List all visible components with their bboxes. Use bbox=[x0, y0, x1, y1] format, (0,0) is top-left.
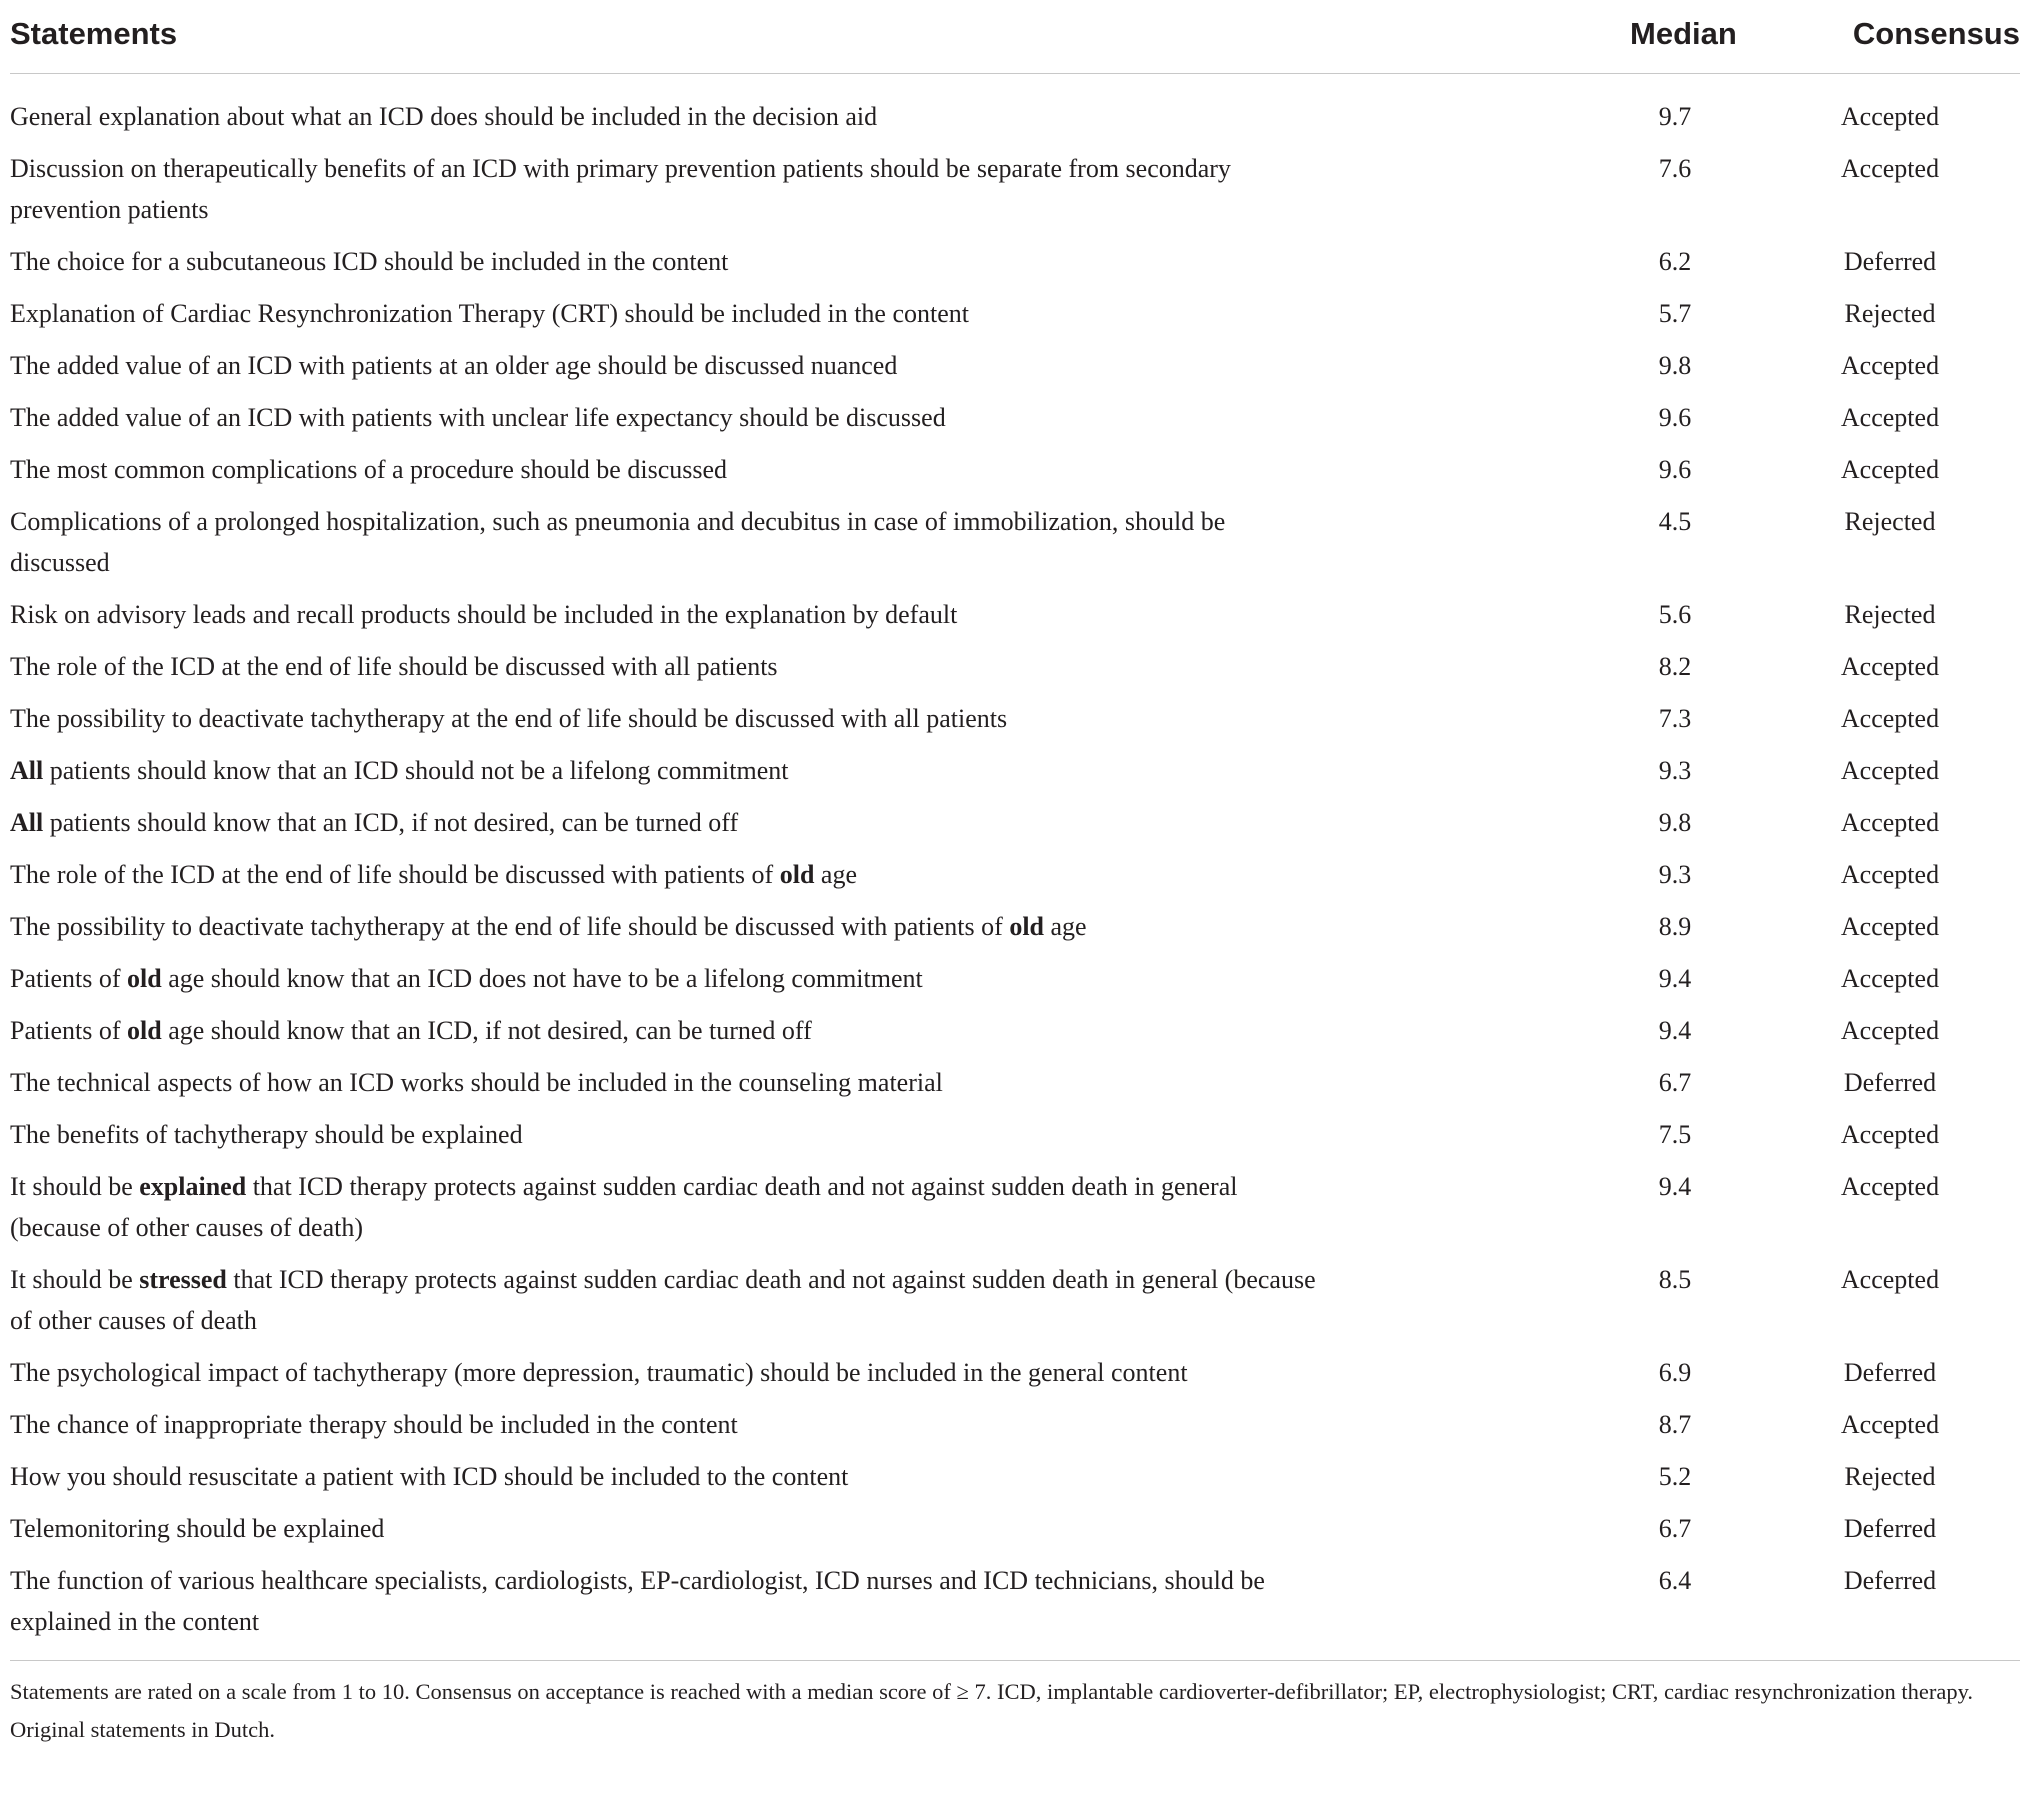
statement-text: Telemonitoring should be explained bbox=[10, 1514, 385, 1543]
statement-cell bbox=[10, 345, 1480, 397]
header-consensus: Consensus bbox=[1720, 0, 2020, 74]
statement-text: age bbox=[1044, 912, 1087, 941]
statement-text: The psychological impact of tachytherapy (more depression, traumatic) should be included in the general content bbox=[10, 1358, 1188, 1387]
statements-table bbox=[10, 0, 2020, 1660]
statement-cell bbox=[10, 241, 1480, 293]
median-cell: 6.4 bbox=[1658, 1566, 1692, 1595]
median-cell: 5.2 bbox=[1658, 1462, 1692, 1491]
statement-text: The role of the ICD at the end of life should be discussed with all patients bbox=[10, 652, 778, 681]
statement-text: Complications of a prolonged hospitalization, such as pneumonia and decubitus in case of immobilization, should be discussed bbox=[10, 507, 1226, 577]
table-row bbox=[10, 1456, 2020, 1508]
median-cell: 8.5 bbox=[1658, 1265, 1692, 1294]
consensus-cell: Rejected bbox=[1844, 299, 1936, 328]
median-cell: 5.6 bbox=[1658, 600, 1692, 629]
consensus-cell: Accepted bbox=[1840, 756, 1940, 785]
header-spacer bbox=[10, 74, 2020, 97]
consensus-cell: Rejected bbox=[1844, 600, 1936, 629]
statement-emphasis: All bbox=[10, 808, 44, 837]
statement-text: It should be bbox=[10, 1172, 140, 1201]
statement-cell bbox=[10, 698, 1480, 750]
statement-cell bbox=[10, 449, 1480, 501]
table-row bbox=[10, 1404, 2020, 1456]
consensus-cell: Deferred bbox=[1843, 1514, 1937, 1543]
header-row bbox=[10, 0, 2020, 74]
table-row bbox=[10, 1166, 2020, 1259]
consensus-cell: Accepted bbox=[1840, 964, 1940, 993]
statement-text: The choice for a subcutaneous ICD should be included in the content bbox=[10, 247, 729, 276]
table-row bbox=[10, 1062, 2020, 1114]
table-row bbox=[10, 750, 2020, 802]
consensus-cell: Accepted bbox=[1840, 860, 1940, 889]
statement-cell bbox=[10, 750, 1480, 802]
statement-text: age bbox=[814, 860, 857, 889]
median-cell: 9.8 bbox=[1658, 808, 1692, 837]
statement-text: The function of various healthcare specialists, cardiologists, EP-cardiologist, ICD nurses and ICD technicians, should be explained in the content bbox=[10, 1566, 1265, 1636]
statement-text: The role of the ICD at the end of life should be discussed with patients of bbox=[10, 860, 780, 889]
median-cell: 8.7 bbox=[1658, 1410, 1692, 1439]
statement-cell bbox=[10, 397, 1480, 449]
consensus-cell: Accepted bbox=[1840, 808, 1940, 837]
consensus-cell: Accepted bbox=[1840, 912, 1940, 941]
median-cell: 9.4 bbox=[1658, 1172, 1692, 1201]
statement-emphasis: All bbox=[10, 756, 44, 785]
statement-text: Risk on advisory leads and recall products should be included in the explanation by default bbox=[10, 600, 958, 629]
statement-text: The most common complications of a procedure should be discussed bbox=[10, 455, 728, 484]
table-row bbox=[10, 594, 2020, 646]
median-cell: 7.5 bbox=[1658, 1120, 1692, 1149]
table-row bbox=[10, 958, 2020, 1010]
statement-cell bbox=[10, 802, 1480, 854]
header-median: Median bbox=[1480, 0, 1720, 74]
median-cell: 9.6 bbox=[1658, 455, 1692, 484]
consensus-cell: Accepted bbox=[1840, 351, 1940, 380]
median-cell: 7.6 bbox=[1658, 154, 1692, 183]
consensus-cell: Deferred bbox=[1843, 1566, 1937, 1595]
table-footnote: Statements are rated on a scale from 1 to 10. Consensus on acceptance is reached with a median score of ≥ 7. ICD, implantable cardioverter-defibrillator; EP, electrophysiologist; CRT, cardiac resynchronization therapy. Original statements in Dutch. bbox=[10, 1660, 2020, 1749]
consensus-cell: Accepted bbox=[1840, 455, 1940, 484]
median-cell: 9.8 bbox=[1658, 351, 1692, 380]
statement-text: The added value of an ICD with patients at an older age should be discussed nuanced bbox=[10, 351, 898, 380]
statement-cell bbox=[10, 906, 1480, 958]
statement-cell bbox=[10, 1404, 1480, 1456]
table-row bbox=[10, 646, 2020, 698]
statement-cell bbox=[10, 646, 1480, 698]
consensus-cell: Accepted bbox=[1840, 1265, 1940, 1294]
consensus-cell: Accepted bbox=[1840, 1120, 1940, 1149]
table-row bbox=[10, 698, 2020, 750]
statement-emphasis: old bbox=[127, 964, 162, 993]
statement-text: Explanation of Cardiac Resynchronization Therapy (CRT) should be included in the content bbox=[10, 299, 969, 328]
statement-text: The added value of an ICD with patients with unclear life expectancy should be discussed bbox=[10, 403, 946, 432]
consensus-cell: Accepted bbox=[1840, 154, 1940, 183]
consensus-cell: Deferred bbox=[1843, 1068, 1937, 1097]
median-cell: 9.3 bbox=[1658, 860, 1692, 889]
statement-text: age should know that an ICD, if not desired, can be turned off bbox=[161, 1016, 812, 1045]
statement-text: The chance of inappropriate therapy should be included in the content bbox=[10, 1410, 738, 1439]
statement-cell bbox=[10, 148, 1480, 241]
consensus-cell: Deferred bbox=[1843, 247, 1937, 276]
statement-cell bbox=[10, 854, 1480, 906]
statement-text: Patients of bbox=[10, 964, 127, 993]
statement-cell bbox=[10, 958, 1480, 1010]
statement-text: that ICD therapy protects against sudden cardiac death and not against sudden death in general (because of other causes of death) bbox=[10, 1172, 1238, 1242]
median-cell: 5.7 bbox=[1658, 299, 1692, 328]
table-row bbox=[10, 345, 2020, 397]
statement-cell bbox=[10, 1062, 1480, 1114]
median-cell: 9.3 bbox=[1658, 756, 1692, 785]
table-row bbox=[10, 293, 2020, 345]
statement-text: Discussion on therapeutically benefits of an ICD with primary prevention patients should be separate from secondary prevention patients bbox=[10, 154, 1231, 224]
median-cell: 6.9 bbox=[1658, 1358, 1692, 1387]
median-cell: 4.5 bbox=[1658, 507, 1692, 536]
statement-cell bbox=[10, 293, 1480, 345]
median-cell: 6.2 bbox=[1658, 247, 1692, 276]
consensus-cell: Accepted bbox=[1840, 1410, 1940, 1439]
statement-text: patients should know that an ICD, if not desired, can be turned off bbox=[43, 808, 739, 837]
statement-text: The benefits of tachytherapy should be explained bbox=[10, 1120, 523, 1149]
statement-cell bbox=[10, 1352, 1480, 1404]
consensus-cell: Rejected bbox=[1844, 507, 1936, 536]
statement-cell bbox=[10, 594, 1480, 646]
statement-cell bbox=[10, 1010, 1480, 1062]
table-row bbox=[10, 1259, 2020, 1352]
statement-cell bbox=[10, 96, 1480, 148]
consensus-cell: Accepted bbox=[1840, 1172, 1940, 1201]
median-cell: 6.7 bbox=[1658, 1514, 1692, 1543]
statement-cell bbox=[10, 501, 1480, 594]
spacer-cell bbox=[10, 74, 2020, 97]
table-row bbox=[10, 802, 2020, 854]
median-cell: 8.2 bbox=[1658, 652, 1692, 681]
header-statements: Statements bbox=[10, 0, 1480, 74]
statement-text: General explanation about what an ICD does should be included in the decision aid bbox=[10, 102, 878, 131]
median-cell: 7.3 bbox=[1658, 704, 1692, 733]
table-row bbox=[10, 1352, 2020, 1404]
table-row bbox=[10, 397, 2020, 449]
consensus-cell: Accepted bbox=[1840, 704, 1940, 733]
statement-cell bbox=[10, 1114, 1480, 1166]
consensus-cell: Accepted bbox=[1840, 652, 1940, 681]
table-row bbox=[10, 501, 2020, 594]
statement-emphasis: stressed bbox=[139, 1265, 227, 1294]
table-row bbox=[10, 854, 2020, 906]
median-cell: 6.7 bbox=[1658, 1068, 1692, 1097]
table-header bbox=[10, 0, 2020, 74]
statement-cell bbox=[10, 1560, 1480, 1660]
table-row bbox=[10, 148, 2020, 241]
consensus-cell: Accepted bbox=[1840, 1016, 1940, 1045]
table-body bbox=[10, 74, 2020, 1661]
statement-text: The possibility to deactivate tachytherapy at the end of life should be discussed with all patients bbox=[10, 704, 1008, 733]
table-row bbox=[10, 241, 2020, 293]
table-row bbox=[10, 906, 2020, 958]
statement-text: It should be bbox=[10, 1265, 140, 1294]
table-row bbox=[10, 1508, 2020, 1560]
median-cell: 9.4 bbox=[1658, 1016, 1692, 1045]
statement-cell bbox=[10, 1259, 1480, 1352]
table-row bbox=[10, 1010, 2020, 1062]
document bbox=[10, 0, 2020, 1749]
consensus-cell: Accepted bbox=[1840, 102, 1940, 131]
consensus-cell: Accepted bbox=[1840, 403, 1940, 432]
statement-text: How you should resuscitate a patient with ICD should be included to the content bbox=[10, 1462, 849, 1491]
statement-text: that ICD therapy protects against sudden cardiac death and not against sudden death in general (because of other causes of death bbox=[10, 1265, 1316, 1335]
median-cell: 9.6 bbox=[1658, 403, 1692, 432]
statement-text: age should know that an ICD does not have to be a lifelong commitment bbox=[161, 964, 923, 993]
statement-emphasis: old bbox=[1009, 912, 1044, 941]
statement-text: The technical aspects of how an ICD works should be included in the counseling material bbox=[10, 1068, 943, 1097]
statement-cell bbox=[10, 1166, 1480, 1259]
median-cell: 9.4 bbox=[1658, 964, 1692, 993]
consensus-cell: Rejected bbox=[1844, 1462, 1936, 1491]
statement-cell bbox=[10, 1508, 1480, 1560]
table-row bbox=[10, 449, 2020, 501]
table-row bbox=[10, 96, 2020, 148]
statement-emphasis: old bbox=[779, 860, 815, 889]
statement-text: The possibility to deactivate tachytherapy at the end of life should be discussed with patients of bbox=[10, 912, 1010, 941]
median-cell: 8.9 bbox=[1658, 912, 1692, 941]
table-row bbox=[10, 1114, 2020, 1166]
consensus-cell: Deferred bbox=[1843, 1358, 1937, 1387]
statement-cell bbox=[10, 1456, 1480, 1508]
statement-text: Patients of bbox=[10, 1016, 127, 1045]
statement-emphasis: explained bbox=[139, 1172, 247, 1201]
statement-emphasis: old bbox=[127, 1016, 162, 1045]
median-cell: 9.7 bbox=[1658, 102, 1692, 131]
table-row bbox=[10, 1560, 2020, 1660]
statement-text: patients should know that an ICD should not be a lifelong commitment bbox=[43, 756, 789, 785]
